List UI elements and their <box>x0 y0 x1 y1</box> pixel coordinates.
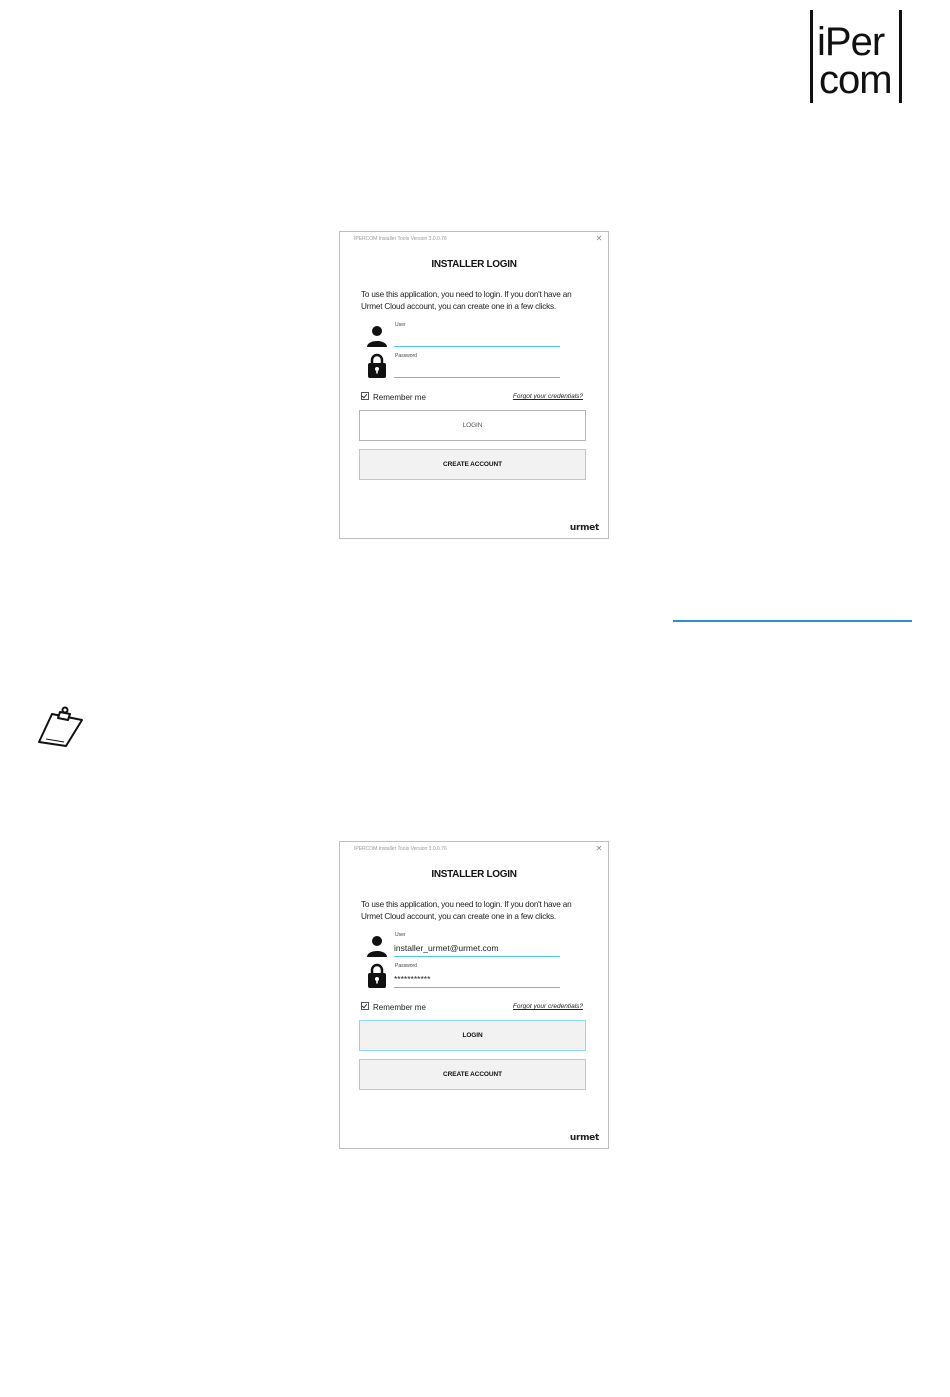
user-field[interactable] <box>394 322 560 347</box>
remember-me-label: Remember me <box>373 393 426 402</box>
intro-text: To use this application, you need to login. If you don't have an Urmet Cloud account, you can create one in a few clicks. <box>361 290 572 312</box>
logo-bar-right <box>899 10 902 103</box>
forgot-credentials-link[interactable]: Forgot your credentials? <box>512 1003 583 1010</box>
login-heading: INSTALLER LOGIN <box>431 869 517 880</box>
ipercom-logo <box>810 10 902 103</box>
logo-bar-left <box>810 10 813 103</box>
login-heading: INSTALLER LOGIN <box>431 259 517 270</box>
forgot-credentials-link[interactable]: Forgot your credentials? <box>512 393 583 400</box>
user-icon <box>366 935 388 957</box>
user-field-label: User <box>395 932 406 938</box>
user-field[interactable] <box>394 932 560 957</box>
password-field[interactable] <box>394 353 560 378</box>
login-button[interactable]: LOGIN <box>359 410 586 441</box>
password-input[interactable]: *********** <box>394 974 431 984</box>
checkbox-checked-icon[interactable] <box>361 1002 369 1010</box>
remember-me-checkbox[interactable] <box>361 392 426 402</box>
password-input[interactable] <box>394 364 560 375</box>
remember-me-label: Remember me <box>373 1003 426 1012</box>
checkbox-checked-icon[interactable] <box>361 392 369 400</box>
create-account-button[interactable]: CREATE ACCOUNT <box>359 1059 586 1090</box>
login-window-empty <box>339 231 609 539</box>
user-field-underline <box>394 346 560 347</box>
password-field-underline <box>394 377 560 378</box>
user-input[interactable]: installer_urmet@urmet.com <box>394 943 499 953</box>
user-icon <box>366 325 388 347</box>
window-titlebar <box>340 842 608 858</box>
window-titlebar <box>340 232 608 248</box>
password-field-label: Password <box>395 353 417 359</box>
login-window-filled <box>339 841 609 1149</box>
urmet-logo: urmet <box>569 1133 599 1143</box>
intro-text: To use this application, you need to login. If you don't have an Urmet Cloud account, you can create one in a few clicks. <box>361 900 572 922</box>
link-underline <box>673 620 912 622</box>
remember-me-checkbox[interactable] <box>361 1002 426 1012</box>
user-field-label: User <box>395 322 406 328</box>
window-title: IPERCOM Installer Tools Version 3.0.0.76 <box>354 846 447 852</box>
password-field-label: Password <box>395 963 417 969</box>
lock-icon <box>367 353 387 378</box>
password-field-underline <box>394 987 560 988</box>
close-icon[interactable]: ✕ <box>595 844 603 853</box>
password-field[interactable] <box>394 963 560 988</box>
close-icon[interactable]: ✕ <box>595 234 603 243</box>
urmet-logo: urmet <box>569 523 599 533</box>
login-button[interactable]: LOGIN <box>359 1020 586 1051</box>
window-title: IPERCOM Installer Tools Version 3.0.0.76 <box>354 236 447 242</box>
clipboard-note-icon <box>36 704 86 750</box>
create-account-button[interactable]: CREATE ACCOUNT <box>359 449 586 480</box>
user-field-underline <box>394 956 560 957</box>
logo-text-bottom: com <box>819 58 892 102</box>
logo-text-top: iPer <box>817 20 885 64</box>
user-input[interactable] <box>394 333 560 344</box>
lock-icon <box>367 963 387 988</box>
